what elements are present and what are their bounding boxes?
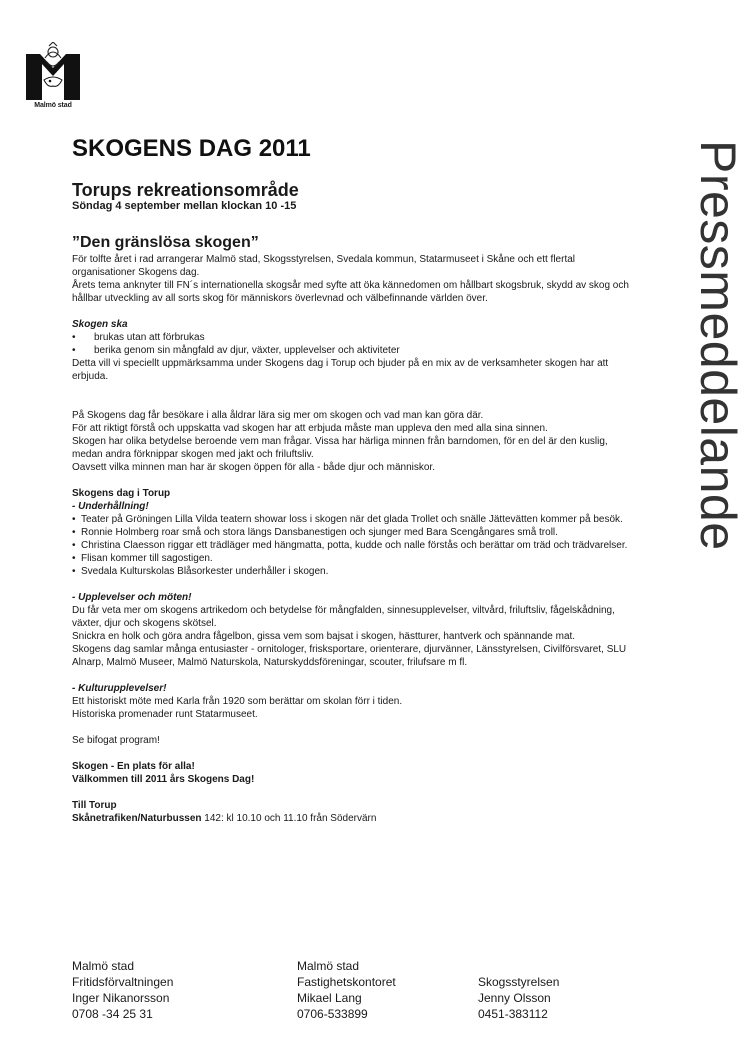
subtitle: Torups rekreationsområde	[72, 180, 299, 200]
body-line: Ett historiskt möte med Karla från 1920 som berättar om skolan förr i tiden.	[72, 696, 403, 707]
body-line: Oavsett vilka minnen man har är skogen öppen för alla - både djur och människor.	[72, 462, 435, 473]
contact-line: 0451-383112	[478, 1007, 548, 1021]
contact-column	[297, 958, 396, 1022]
skogen-ska-list	[72, 331, 637, 357]
malmo-crest-icon	[26, 42, 80, 100]
contact-line: Fritidsförvaltningen	[72, 975, 174, 989]
list-item: • berika genom sin mångfald av djur, växter, upplevelser och aktiviteter	[72, 344, 637, 357]
contact-line: Mikael Lang	[297, 991, 362, 1005]
closing-line: Välkommen till 2011 års Skogens Dag!	[72, 774, 255, 785]
contact-line: 0706-533899	[297, 1007, 368, 1021]
body-line: På Skogens dag får besökare i alla åldrar lära sig mer om skogen och vad man kan göra där.	[72, 410, 484, 421]
body-line: Snickra en holk och göra andra fågelbon, gissa vem som bajsat i skogen, hästturer, hantverk och spännande mat.	[72, 631, 576, 642]
body-line: Historiska promenader runt Statarmuseet.	[72, 709, 258, 720]
kultur-heading: - Kulturupplevelser!	[72, 683, 167, 694]
section-heading: ”Den gränslösa skogen”	[72, 234, 259, 251]
torup-heading: Skogens dag i Torup	[72, 488, 171, 499]
event-date: Söndag 4 september mellan klockan 10 -15	[72, 200, 297, 212]
skogen-ska-text: Detta vill vi speciellt uppmärksamma under Skogens dag i Torup och bjuder på en mix av de verksamheter skogen har att erbjuda.	[72, 358, 609, 382]
list-item: • Teater på Gröningen Lilla Vilda teatern showar loss i skogen när det glada Trollet och snälle Jättevätten kommer på besök.	[72, 513, 637, 526]
contact-line: Malmö stad	[72, 959, 135, 973]
body-line: Du får veta mer om skogens artrikedom och betydelse för mångfalden, sinnesupplevelser, viltvård, friluftsliv, fågelskådning, växter, djur och skogens skötsel.	[72, 605, 615, 629]
travel-heading: Till Torup	[72, 800, 117, 811]
torup-subheading: - Underhållning!	[72, 501, 149, 512]
contact-line: Skogsstyrelsen	[478, 975, 560, 989]
contact-line: Malmö stad	[297, 959, 360, 973]
press-release-body	[72, 134, 637, 825]
body-line: Skogens dag samlar många entusiaster - ornitologer, frisksportare, orienterare, djurvänner, Länsstyrelsen, Civilförsvaret, SLU Alnarp, Malmö Museer, Malmö Naturskola, Naturskyddsföreningar, scouter, frilufsare m fl.	[72, 644, 627, 668]
list-item: • Svedala Kulturskolas Blåsorkester underhåller i skogen.	[72, 565, 637, 578]
body-line: Skogen har olika betydelse beroende vem man frågar. Vissa har härliga minnen från barndomen, för en del är den kuslig, medan andra förknippar skogen med jakt och friluftsliv.	[72, 436, 608, 460]
body-line: För att riktigt förstå och uppskatta vad skogen har att erbjuda måste man uppleva den med alla sina sinnen.	[72, 423, 548, 434]
malmo-stad-logo	[26, 42, 80, 112]
travel-label: Skånetrafiken/Naturbussen	[72, 813, 202, 824]
page-title: SKOGENS DAG 2011	[72, 135, 311, 162]
upplevelser-heading: - Upplevelser och möten!	[72, 592, 192, 603]
logo-text: Malmö stad	[34, 102, 72, 109]
closing-line: Skogen - En plats för alla!	[72, 761, 195, 772]
travel-text: 142: kl 10.10 och 11.10 från Södervärn	[201, 813, 377, 824]
contact-line: Jenny Olsson	[478, 991, 551, 1005]
contact-line: Fastighetskontoret	[297, 975, 396, 989]
underhallning-list	[72, 513, 637, 578]
skogen-ska-heading: Skogen ska	[72, 319, 128, 330]
contact-line: Inger Nikanorsson	[72, 991, 170, 1005]
contact-column	[72, 958, 173, 1022]
program-note: Se bifogat program!	[72, 735, 160, 746]
list-item: • Flisan kommer till sagostigen.	[72, 552, 637, 565]
intro-paragraph: Årets tema anknyter till FN´s internationella skogsår med syfte att öka kännedomen om hållbart skogsbruk, skydd av skog och hållbar utveckling av all sorts skog för människors överlevnad och välbefinnande världen över.	[72, 280, 629, 304]
list-item: • Christina Claesson riggar ett trädläger med hängmatta, potta, kudde och nalle förstås och berättar om träd och trädvarelser.	[72, 539, 637, 552]
intro-paragraph: För tolfte året i rad arrangerar Malmö stad, Skogsstyrelsen, Svedala kommun, Statarmuseet i Skåne och ett flertal organisationer Skogens dag.	[72, 254, 576, 278]
pressmeddelande-label: Pressmeddelande	[690, 140, 746, 551]
contact-line: 0708 -34 25 31	[72, 1007, 153, 1021]
contact-column	[478, 974, 559, 1022]
travel-info	[72, 812, 637, 825]
list-item: • Ronnie Holmberg roar små och stora längs Dansbanestigen och sjunger med Bara Scengångares små troll.	[72, 526, 637, 539]
list-item: • brukas utan att förbrukas	[72, 331, 637, 344]
